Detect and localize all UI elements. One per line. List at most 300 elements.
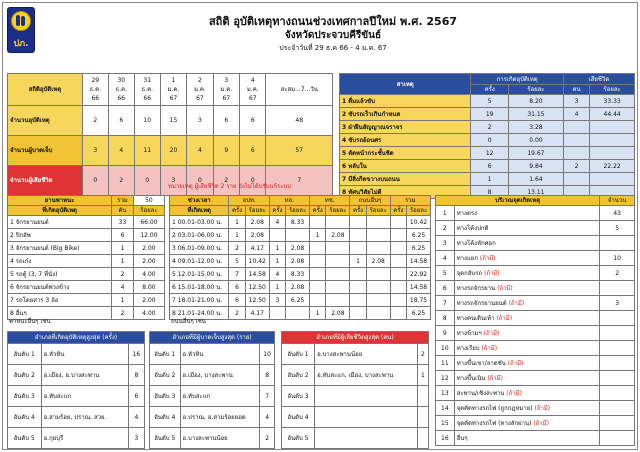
times-pct-head: ร้อยละ [407,206,431,216]
cause-no: 2 [342,110,349,118]
time-row [170,307,431,320]
top-head: อำเภอที่มีผู้เสียชีวิตสูงสุด (คน) [282,332,429,344]
stats-value: 2 [82,106,108,136]
total-header: สะสม...7...วัน [266,74,333,106]
vehicle-pct: 12.00 [133,229,164,242]
cause-death-pct [590,134,635,147]
time-row [170,242,431,255]
time-value [366,281,390,294]
time-total [390,281,406,294]
location-row [436,386,635,401]
veh-head: ยานพาหนะ [8,196,112,206]
location-no: 16 [436,431,455,446]
vehicle-no: 3 [10,244,16,252]
cause-pct: 0.00 [508,134,563,147]
top-district [315,386,418,407]
top-count: 2 [260,428,275,449]
cause-no: 4 [342,136,349,144]
time-range: 03.01-06.00 น. [177,231,223,239]
vehicle-no: 8 [10,309,16,317]
location-optional: (ถ้ามี) [504,389,522,397]
loc-head-row [436,196,635,206]
cause-count: 0 [471,134,508,147]
time-total [390,255,406,268]
top-row [282,344,429,365]
vehicle-label [8,242,112,255]
cause-count: 5 [471,95,508,108]
veh-total: 50 [133,196,164,206]
time-value [310,268,326,281]
time-no: 4 [172,257,178,265]
time-value: 1 [269,255,285,268]
cause-name: หลับใน [348,162,367,170]
time-value: 6 [229,294,245,307]
time-value [269,229,285,242]
time-row [170,268,431,281]
time-value: 10.42 [245,255,269,268]
time-value [350,307,366,320]
times-table [169,195,431,320]
vehicle-pct: 2.00 [133,242,164,255]
top-row [150,428,275,449]
times-group: ทล. [269,196,309,206]
stats-value: 3 [82,136,108,166]
time-total [390,216,406,229]
time-value: 14.58 [245,268,269,281]
top-count: 4 [260,407,275,428]
time-value: 1 [350,255,366,268]
cause-count: 12 [471,147,508,160]
top-death-table [281,331,429,449]
stats-value: 3 [160,166,186,196]
times-sub: ที่เกิดเหตุ [170,206,229,216]
top-district [315,428,418,449]
stats-total: 7 [266,166,333,196]
location-optional: (ถ้ามี) [485,374,503,382]
cause-label [340,95,471,108]
time-value [366,229,390,242]
top-rank: อันดับ 5 [150,428,181,449]
location-no: 1 [436,206,455,221]
location-label [454,296,600,311]
cause-count: 19 [471,108,508,121]
location-no: 14 [436,401,455,416]
location-optional: (ถ้ามี) [494,314,513,322]
vehicle-pct: 66.00 [133,216,164,229]
top-row [282,365,429,386]
location-count [600,341,635,356]
report-province: จังหวัดประจวบคีรีขันธ์ [284,30,382,41]
top-row [150,407,275,428]
top-head: อำเภอที่มีผู้บาดเจ็บสูงสุด (ราย) [150,332,275,344]
location-label [454,401,600,416]
top-rank: อันดับ 3 [282,386,315,407]
cause-no: 5 [342,149,349,157]
stats-value: 0 [240,166,266,196]
cause-no: 3 [342,123,349,131]
location-count [600,371,635,386]
day-header-part: 30 [117,77,126,84]
time-value [366,307,390,320]
time-value: 2.08 [286,242,310,255]
day-header [108,74,134,106]
stats-value: 0 [187,166,213,196]
time-value: 1 [269,242,285,255]
cause-death-pct: 33.33 [590,95,635,108]
day-header-part: 4 [250,77,255,84]
location-no: 8 [436,311,455,326]
day-header-part: ธ.ค. [141,86,153,93]
top-district: อ.บางสะพานน้อย [315,344,418,365]
location-no: 13 [436,386,455,401]
time-no: 7 [172,296,178,304]
time-label [170,229,229,242]
location-label [454,236,600,251]
location-count [600,281,635,296]
day-header-part: 3 [224,77,229,84]
time-value [286,229,310,242]
stats-value: 6 [108,106,134,136]
stats-value: 20 [160,136,186,166]
time-value [350,294,366,307]
vehicle-label [8,255,112,268]
top-district: อ.ทับสะแก, เมือง, บางสะพาน [315,365,418,386]
cause-pct: 9.84 [508,160,563,173]
location-row [436,326,635,341]
stats-value: 6 [240,136,266,166]
times-head: ช่วงเวลา [170,196,229,206]
cause-row [340,160,635,173]
cause-count: 2 [471,121,508,134]
time-total [390,307,406,320]
location-count: 43 [600,206,635,221]
times-pct-head: ร้อยละ [326,206,350,216]
location-label [454,356,600,371]
cause-deaths [563,121,589,134]
stats-total: 57 [266,136,333,166]
top-count [417,407,428,428]
report-date: ประจำวันที่ 29 ธ.ค 66 - 4 ม.ค. 67 [279,44,387,52]
time-value: 4.17 [245,307,269,320]
top-count: 3 [128,428,144,449]
time-value: 1 [269,281,285,294]
time-total-pct: 6.25 [407,307,431,320]
time-total [390,268,406,281]
location-label [454,386,600,401]
location-label [454,326,600,341]
time-value [326,242,350,255]
vehicle-row [8,281,165,294]
day-header-part: ธ.ค. [89,86,102,93]
location-no: 10 [436,341,455,356]
day-header [213,74,239,106]
location-no: 5 [436,266,455,281]
time-range: 12.01-15.00 น. [177,270,223,278]
time-no: 1 [172,218,178,226]
top-row [8,428,145,449]
loc-head: บริเวณจุดเกิดเหตุ [436,196,600,206]
stats-row [8,106,333,136]
top-rank: อันดับ 1 [282,344,315,365]
location-no: 11 [436,356,455,371]
location-row [436,356,635,371]
time-row [170,229,431,242]
times-group: ทช. [310,196,350,206]
time-value [366,294,390,307]
time-value [326,268,350,281]
stats-value: 0 [82,166,108,196]
loc-cnt-head: จำนวน [600,196,635,206]
time-label [170,294,229,307]
cause-label [340,147,471,160]
top-rank: อันดับ 1 [8,344,42,365]
top-district: อ.กุยบุรี [41,428,128,449]
location-count [600,326,635,341]
location-row [436,431,635,446]
time-value: 2.08 [286,255,310,268]
vehicle-name: อื่นๆ [15,309,27,317]
locations-table [435,195,635,446]
location-optional: (ถ้ามี) [479,344,498,352]
location-label [454,251,600,266]
vehicles-footnote: พาหนะอื่นๆ เช่น [9,318,51,325]
vehicle-row [8,294,165,307]
times-footnote: ถนนอื่นๆ เช่น [171,318,206,325]
top-row [8,386,145,407]
stats-value: 15 [160,106,186,136]
location-no: 3 [436,236,455,251]
vehicle-count: 6 [112,229,134,242]
time-value [310,255,326,268]
vehicle-count: 4 [112,281,134,294]
location-count [600,236,635,251]
location-name: ทางตรง [456,209,477,217]
vehicle-pct: 8.00 [133,281,164,294]
time-no: 8 [172,309,178,317]
location-label [454,221,600,236]
cause-deaths [563,134,589,147]
time-value [366,268,390,281]
top-rank: อันดับ 3 [150,386,181,407]
cause-name: มีสิ่งกีดขวางบนถนน [348,175,400,183]
time-total-pct: 22.92 [407,268,431,281]
time-value: 12.50 [245,281,269,294]
vehicle-pct: 2.00 [133,255,164,268]
vehicle-pct: 2.00 [133,294,164,307]
location-count: 2 [600,266,635,281]
time-total-pct: 14.58 [407,255,431,268]
location-count [600,416,635,431]
cause-deaths [563,173,589,186]
day-header-part: 67 [169,95,178,102]
times-pct-head: ร้อยละ [245,206,269,216]
stats-note: หมายเหตุ ผู้เสียชีวิต 2 ราย ยังไม่ได้ปรับแก้ระบบ [168,183,292,190]
vehicle-name: รถตู้ (3, 7 ที่นั่ง) [15,270,58,278]
location-no: 6 [436,281,455,296]
location-no: 9 [436,326,455,341]
day-header-part: 66 [91,95,100,102]
location-row [436,371,635,386]
time-no: 6 [172,283,178,291]
top-head-row [150,332,275,344]
cause-name: ตัดหน้ากระชั้นชิด [348,149,394,157]
location-row [436,416,635,431]
vehicle-label [8,294,112,307]
death-head: เสียชีวิต [563,74,634,85]
top-rank: อันดับ 5 [282,428,315,449]
location-name: ทางรถจักรยานยนต์ [456,299,507,307]
time-range: 09.01-12.00 น. [177,257,223,265]
causes-table [339,73,635,199]
top-head: อำเภอที่เกิดอุบัติเหตุสูงสุด (ครั้ง) [8,332,145,344]
location-name: อื่นๆ [456,434,468,442]
vehicle-no: 1 [10,218,16,226]
acc-head: การเกิดอุบัติเหตุ [471,74,563,85]
vehicle-no: 7 [10,296,16,304]
top-row [8,365,145,386]
cause-pct: 3.28 [508,121,563,134]
location-row [436,206,635,221]
top-district: อ.สามร้อย, ปราณ, สวย. [41,407,128,428]
time-no: 3 [172,244,178,252]
logo-text: ปภ. [13,39,29,49]
day-header-part: 31 [143,77,152,84]
times-cnt-head: ครั้ง [390,206,406,216]
time-value: 2.08 [245,229,269,242]
top-head-row [282,332,429,344]
cause-name: ดื่มแล้วขับ [348,97,375,105]
location-row [436,296,635,311]
location-no: 12 [436,371,455,386]
vehicle-label [8,281,112,294]
top-count: 8 [260,365,275,386]
times-group: อปท. [229,196,269,206]
top-district: อ.หัวหิน [180,344,260,365]
day-header-part: 66 [143,95,152,102]
top-district: อ.ทับสะแก [180,386,260,407]
cause-label [340,108,471,121]
vehicle-name: จักรยานยนต์ [15,218,49,226]
stats-head-label: สถิติอุบัติเหตุ [8,74,83,106]
location-no: 4 [436,251,455,266]
time-value [366,216,390,229]
time-value: 1 [229,229,245,242]
time-value [286,307,310,320]
cause-row [340,147,635,160]
vehicle-row [8,216,165,229]
veh-sub-row [8,206,165,216]
time-value: 7 [229,268,245,281]
stats-value: 4 [187,136,213,166]
veh-pct-head: ร้อยละ [133,206,164,216]
time-value: 5 [229,255,245,268]
location-optional: (ถ้ามี) [532,404,551,412]
location-count [600,386,635,401]
daily-stats-table [7,73,333,196]
vehicle-label [8,216,112,229]
top-head-row [8,332,145,344]
day-header-part: 1 [171,77,176,84]
cause-pct: 8.20 [508,95,563,108]
veh-cnt-head: คัน [112,206,134,216]
time-total [390,242,406,255]
stats-row-label: จำนวนผู้บาดเจ็บ [8,136,83,166]
time-value: 8.33 [286,268,310,281]
time-value [269,307,285,320]
vehicle-row [8,255,165,268]
location-optional: (ถ้ามี) [481,329,500,337]
location-label [454,341,600,356]
location-label [454,371,600,386]
vehicle-name: ปิกอัพ [15,231,31,239]
vehicle-no: 2 [10,231,16,239]
stats-value: 2 [213,166,239,196]
top-rank: อันดับ 4 [8,407,42,428]
report-page [2,2,638,450]
top-count: 8 [128,365,144,386]
time-value [310,294,326,307]
top-rank: อันดับ 4 [150,407,181,428]
vehicle-count: 2 [112,307,134,320]
location-label [454,281,600,296]
time-value: 1 [310,229,326,242]
time-total-pct: 10.42 [407,216,431,229]
top-count: 4 [128,407,144,428]
cause-death-pct [590,121,635,134]
time-value [310,242,326,255]
day-header-part: 67 [248,95,257,102]
location-row [436,266,635,281]
vehicle-label [8,229,112,242]
location-optional: (ถ้ามี) [477,254,496,262]
top-count: 2 [417,344,428,365]
cause-row [340,108,635,121]
top-district: อ.หัวหิน [41,344,128,365]
top-injury-table [149,331,275,449]
location-name: ทางโค้งหักศอก [456,239,496,247]
top-count: 1 [417,365,428,386]
time-value [310,216,326,229]
time-value: 2.08 [326,229,350,242]
time-value: 2.08 [286,281,310,294]
day-header [240,74,266,106]
day-header-part: 2 [197,77,202,84]
cause-name: ฝ่าฝืนสัญญาณจราจร [348,123,403,131]
location-no: 15 [436,416,455,431]
time-label [170,268,229,281]
top-district [315,407,418,428]
location-count: 5 [600,221,635,236]
time-range: 00.01-03.00 น. [177,218,223,226]
location-name: ทางคนเดินเท้า [456,314,495,322]
cause-deaths [563,147,589,160]
time-no: 2 [172,231,178,239]
top-row [8,344,145,365]
location-name: ทางโค้งปกติ [456,224,489,232]
vehicle-name: จักรยานยนต์พ่วงข้าง [15,283,70,291]
stats-row [8,136,333,166]
location-no: 2 [436,221,455,236]
location-name: จุดกลับรถ [456,269,483,277]
day-header [187,74,213,106]
day-header-part: ม.ค. [246,86,259,93]
top-count: 6 [128,386,144,407]
vehicle-no: 4 [10,257,16,265]
cause-label [340,121,471,134]
top-rank: อันดับ 2 [8,365,42,386]
location-name: สะพาน/เชิงสะพาน [456,389,505,397]
location-label [454,266,600,281]
